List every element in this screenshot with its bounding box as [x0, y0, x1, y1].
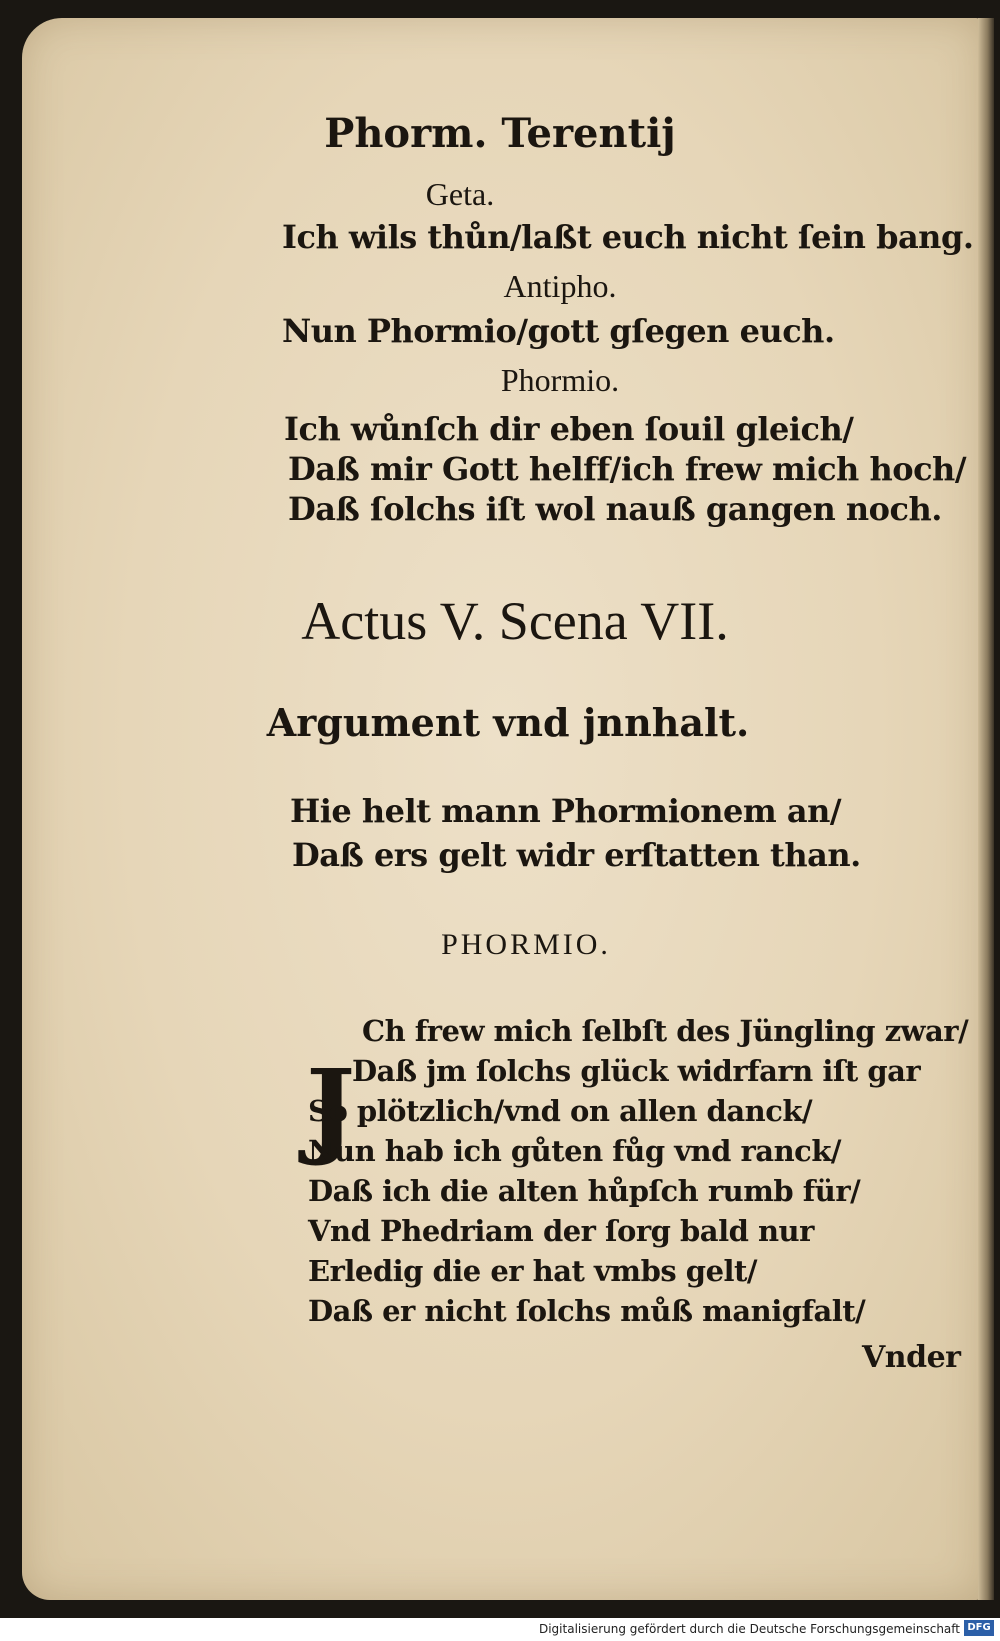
speaker-geta: Geta.	[425, 176, 495, 212]
verse-line-antipho: Nun Phormio/gott gſegen euch.	[282, 312, 835, 350]
argument-line-1: Hie helt mann Phormionem an/	[290, 792, 842, 830]
verse-line-6: Vnd Phedriam der ſorg bald nur	[308, 1214, 814, 1248]
argument-heading: Argument vnd jnnhalt.	[266, 700, 750, 745]
running-head: Phorm. Terentij	[324, 110, 676, 157]
verse-line-4: Nun hab ich gůten fůg vnd ranck/	[308, 1134, 842, 1168]
catchword: Vnder	[862, 1340, 961, 1375]
verse-line-3: So plötzlich/vnd on allen danck/	[308, 1094, 813, 1128]
page-edge	[978, 18, 994, 1600]
verse-line-7: Erledig die er hat vmbs gelt/	[308, 1254, 758, 1288]
dfg-logo-icon: DFG	[964, 1620, 994, 1636]
verse-line-2: Daß jm ſolchs glück widrfarn iſt gar	[352, 1054, 921, 1088]
verse-line-phormio-2: Daß mir Gott helff/ich frew mich hoch/	[288, 450, 966, 488]
speaker-antipho: Antipho.	[503, 268, 617, 304]
drop-cap: J	[306, 1046, 356, 1169]
verse-line-8: Daß er nicht ſolchs můß manigfalt/	[308, 1294, 866, 1328]
speaker-phormio-caps: PHORMIO.	[441, 928, 611, 961]
verse-line-phormio-1: Ich wůnſch dir eben ſouil gleich/	[284, 410, 854, 448]
verse-line-1: Ch frew mich ſelbſt des Jüngling zwar/	[362, 1014, 969, 1048]
verse-line-5: Daß ich die alten hůpſch rumb für/	[308, 1174, 861, 1208]
argument-line-2: Daß ers gelt widr erſtatten than.	[292, 836, 861, 874]
act-scene-title: Actus V. Scena VII.	[301, 591, 729, 651]
verse-line-geta: Ich wils thůn/laßt euch nicht ſein bang.	[282, 218, 974, 256]
verse-line-phormio-3: Daß ſolchs iſt wol nauß gangen noch.	[288, 490, 942, 528]
speaker-phormio: Phormio.	[500, 362, 620, 398]
footer-credit: Digitalisierung gefördert durch die Deutsche Forschungsgemeinschaft	[538, 1622, 960, 1636]
